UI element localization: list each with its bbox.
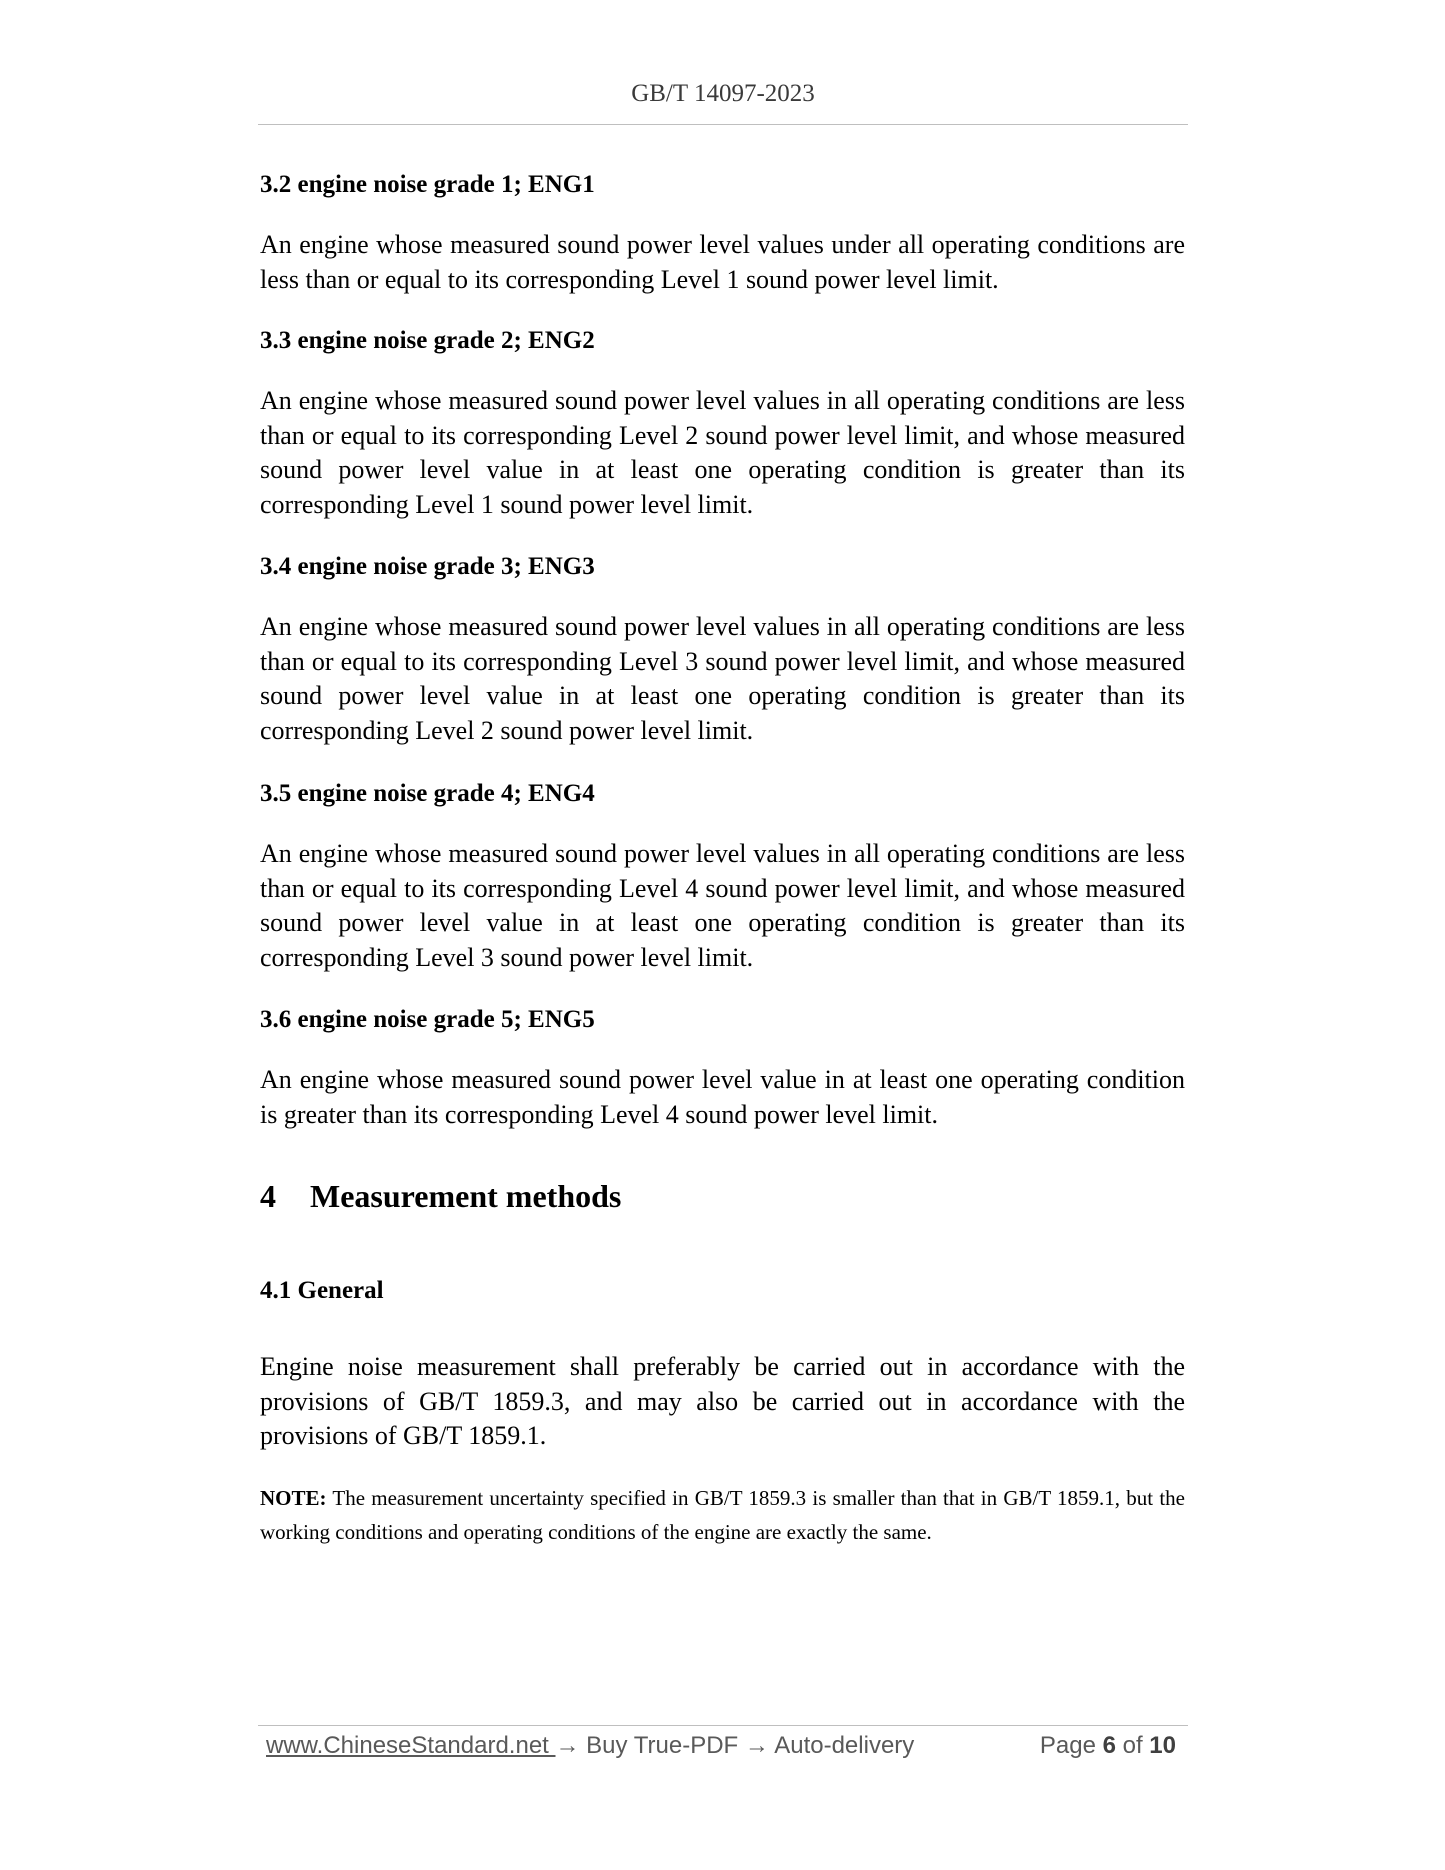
term-definition-3-5: An engine whose measured sound power level values in all operating conditions are less than or equal to its corresponding Level 4 sound power level limit, and whose measured sound power level value in at least one operating condition is greater than its corresponding Level 3 sound power level limit.	[260, 839, 1185, 972]
page-footer	[266, 1732, 1176, 1768]
term-heading-3-6: 3.6 engine noise grade 5; ENG5	[260, 1006, 595, 1033]
note-text: The measurement uncertainty specified in GB/T 1859.3 is smaller than that in GB/T 1859.1, but the working conditions and operating conditions of the engine are exactly the same.	[260, 1486, 1185, 1544]
note-label: NOTE:	[260, 1486, 327, 1510]
arrow-right-icon: →	[744, 1732, 769, 1759]
footer-promo	[266, 1732, 914, 1760]
subsection-text-4-1: Engine noise measurement shall preferably be carried out in accordance with the provisions of GB/T 1859.3, and may also be carried out in accordance with the provisions of GB/T 1859.1.	[260, 1352, 1185, 1450]
term-definition-3-6: An engine whose measured sound power level value in at least one operating condition is greater than its corresponding Level 4 sound power level limit.	[260, 1065, 1185, 1129]
current-page-number: 6	[1102, 1732, 1116, 1759]
subsection-heading-4-1: 4.1 General	[260, 1277, 384, 1304]
chapter-heading	[260, 1176, 621, 1216]
term-heading-3-5: 3.5 engine noise grade 4; ENG4	[260, 780, 595, 807]
term-definition-3-2: An engine whose measured sound power level values under all operating conditions are less than or equal to its corresponding Level 1 sound power level limit.	[260, 230, 1185, 294]
footer-divider	[258, 1725, 1188, 1726]
document-header-title: GB/T 14097-2023	[631, 80, 815, 107]
header-divider	[258, 124, 1188, 125]
arrow-right-icon: →	[555, 1732, 580, 1759]
website-link[interactable]: www.ChineseStandard.net	[266, 1732, 556, 1759]
chapter-title: Measurement methods	[310, 1178, 622, 1214]
auto-delivery-text: Auto-delivery	[768, 1732, 915, 1759]
total-pages-number: 10	[1149, 1732, 1176, 1759]
chapter-number: 4	[260, 1178, 276, 1214]
page-label: Page	[1039, 1732, 1103, 1759]
term-heading-3-2: 3.2 engine noise grade 1; ENG1	[260, 171, 595, 198]
term-definition-3-3: An engine whose measured sound power level values in all operating conditions are less than or equal to its corresponding Level 2 sound power level limit, and whose measured sound power level value in at least one operating condition is greater than its corresponding Level 1 sound power level limit.	[260, 386, 1185, 519]
note-paragraph	[260, 1481, 1185, 1549]
term-heading-3-3: 3.3 engine noise grade 2; ENG2	[260, 327, 595, 354]
page-of-label: of	[1115, 1732, 1150, 1759]
buy-true-pdf-text: Buy True-PDF	[579, 1732, 745, 1759]
page-indicator	[1040, 1732, 1176, 1760]
term-heading-3-4: 3.4 engine noise grade 3; ENG3	[260, 553, 595, 580]
term-definition-3-4: An engine whose measured sound power level values in all operating conditions are less than or equal to its corresponding Level 3 sound power level limit, and whose measured sound power level value in at least one operating condition is greater than its corresponding Level 2 sound power level limit.	[260, 612, 1185, 745]
